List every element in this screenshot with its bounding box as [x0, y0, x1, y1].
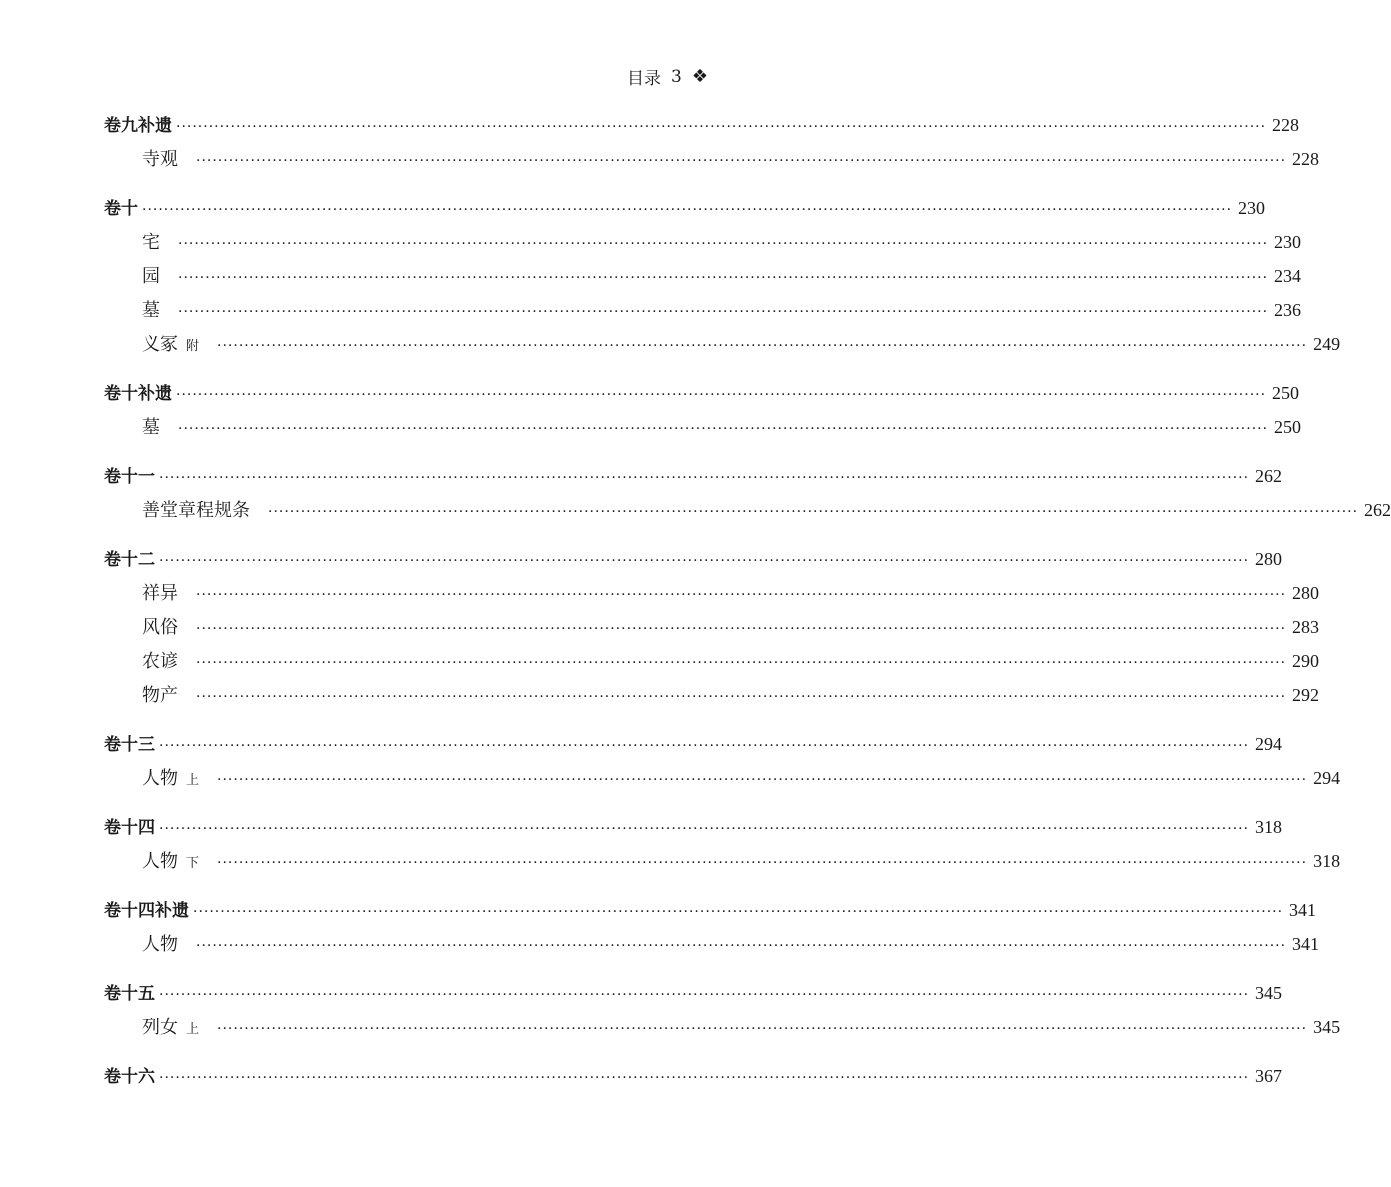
dot-leader: ········································································································································································································	[193, 904, 1284, 920]
page-number: 250	[1272, 383, 1300, 403]
toc-sub-entry[interactable]	[104, 610, 1320, 644]
dot-leader: ········································································································································································································	[196, 655, 1287, 671]
toc-sub-entry[interactable]	[104, 678, 1320, 712]
page-number: 230	[1238, 198, 1266, 218]
toc-chapter-entry[interactable]	[104, 727, 1283, 761]
chapter-title: 卷十五	[104, 984, 155, 1004]
dot-leader: ········································································································································································································	[178, 304, 1269, 320]
dot-leader: ········································································································································································································	[159, 1070, 1250, 1086]
toc-sub-entry[interactable]	[104, 644, 1320, 678]
page-number: 236	[1274, 300, 1302, 320]
toc-chapter-entry[interactable]	[104, 191, 1266, 225]
page-number: 250	[1274, 417, 1302, 437]
page-number: 341	[1292, 934, 1320, 954]
toc-sub-entry[interactable]	[104, 142, 1320, 176]
toc-section	[104, 459, 1391, 527]
dot-leader: ········································································································································································································	[176, 119, 1267, 135]
toc-chapter-entry[interactable]	[104, 108, 1300, 142]
dot-leader: ········································································································································································································	[142, 202, 1233, 218]
toc-chapter-entry[interactable]	[104, 976, 1283, 1010]
chapter-title: 卷十三	[104, 735, 155, 755]
toc-sub-entry[interactable]	[104, 1010, 1341, 1044]
toc-section	[104, 976, 1341, 1044]
toc-sub-entry[interactable]	[104, 327, 1341, 361]
entry-title: 墓	[142, 300, 160, 321]
toc-section	[104, 108, 1320, 176]
toc-sub-entry[interactable]	[104, 293, 1302, 327]
page-number: 262	[1364, 500, 1391, 520]
toc-section	[104, 191, 1341, 361]
dot-leader: ········································································································································································································	[159, 821, 1250, 837]
toc-chapter-entry[interactable]	[104, 1059, 1283, 1093]
table-of-contents	[104, 108, 1391, 1108]
toc-section	[104, 893, 1320, 961]
entry-title: 义冢	[142, 334, 178, 355]
page-number: 228	[1272, 115, 1300, 135]
dot-leader: ········································································································································································································	[178, 421, 1269, 437]
toc-sub-entry[interactable]	[104, 259, 1302, 293]
running-head	[627, 64, 708, 89]
dot-leader: ········································································································································································································	[178, 236, 1269, 252]
dot-leader: ········································································································································································································	[217, 1021, 1308, 1037]
entry-title: 人物	[142, 768, 178, 789]
dot-leader: ········································································································································································································	[196, 153, 1287, 169]
entry-title: 寺观	[142, 149, 178, 170]
toc-sub-entry[interactable]	[104, 761, 1341, 795]
page-number: 318	[1313, 851, 1341, 871]
dot-leader: ········································································································································································································	[268, 504, 1359, 520]
page-number: 283	[1292, 617, 1320, 637]
toc-sub-entry[interactable]	[104, 576, 1320, 610]
entry-title: 人物	[142, 851, 178, 872]
toc-sub-entry[interactable]	[104, 493, 1391, 527]
entry-title: 祥异	[142, 583, 178, 604]
page-number: 318	[1255, 817, 1283, 837]
entry-title: 农谚	[142, 651, 178, 672]
entry-title: 人物	[142, 934, 178, 955]
toc-chapter-entry[interactable]	[104, 459, 1283, 493]
page-number: 345	[1313, 1017, 1341, 1037]
dot-leader: ········································································································································································································	[196, 689, 1287, 705]
page-number: 234	[1274, 266, 1302, 286]
chapter-title: 卷十四	[104, 818, 155, 838]
header-page-number: 3	[671, 66, 682, 87]
chapter-title: 卷十四补遗	[104, 901, 189, 921]
chapter-title: 卷十补遗	[104, 384, 172, 404]
dot-leader: ········································································································································································································	[159, 470, 1250, 486]
page-number: 230	[1274, 232, 1302, 252]
dot-leader: ········································································································································································································	[159, 987, 1250, 1003]
toc-section	[104, 727, 1341, 795]
dot-leader: ········································································································································································································	[196, 587, 1287, 603]
page-number: 341	[1289, 900, 1317, 920]
entry-title: 园	[142, 266, 160, 287]
entry-note: 上	[186, 773, 200, 788]
toc-sub-entry[interactable]	[104, 225, 1302, 259]
page-number: 294	[1313, 768, 1341, 788]
toc-section	[104, 542, 1320, 712]
page-number: 292	[1292, 685, 1320, 705]
dot-leader: ········································································································································································································	[159, 553, 1250, 569]
entry-title: 列女	[142, 1017, 178, 1038]
entry-note: 下	[186, 856, 200, 871]
toc-section	[104, 1059, 1283, 1093]
page-number: 367	[1255, 1066, 1283, 1086]
entry-title: 墓	[142, 417, 160, 438]
chapter-title: 卷十一	[104, 467, 155, 487]
page-number: 249	[1313, 334, 1341, 354]
page-number: 290	[1292, 651, 1320, 671]
page-number: 280	[1292, 583, 1320, 603]
page-number: 345	[1255, 983, 1283, 1003]
dot-leader: ········································································································································································································	[217, 772, 1308, 788]
ornament-icon: ❖	[691, 66, 708, 87]
toc-chapter-entry[interactable]	[104, 376, 1300, 410]
toc-chapter-entry[interactable]	[104, 542, 1283, 576]
dot-leader: ········································································································································································································	[217, 855, 1308, 871]
entry-title: 风俗	[142, 617, 178, 638]
dot-leader: ········································································································································································································	[159, 738, 1250, 754]
toc-sub-entry[interactable]	[104, 927, 1320, 961]
toc-chapter-entry[interactable]	[104, 810, 1283, 844]
entry-title: 物产	[142, 685, 178, 706]
toc-section	[104, 810, 1341, 878]
toc-sub-entry[interactable]	[104, 410, 1302, 444]
entry-title: 善堂章程规条	[142, 500, 250, 521]
chapter-title: 卷十六	[104, 1067, 155, 1087]
dot-leader: ········································································································································································································	[196, 938, 1287, 954]
page-number: 280	[1255, 549, 1283, 569]
chapter-title: 卷九补遗	[104, 116, 172, 136]
chapter-title: 卷十	[104, 199, 138, 219]
chapter-title: 卷十二	[104, 550, 155, 570]
toc-chapter-entry[interactable]	[104, 893, 1317, 927]
entry-note: 附	[186, 339, 200, 354]
toc-sub-entry[interactable]	[104, 844, 1341, 878]
toc-section	[104, 376, 1302, 444]
dot-leader: ········································································································································································································	[196, 621, 1287, 637]
page-number: 294	[1255, 734, 1283, 754]
page-number: 262	[1255, 466, 1283, 486]
entry-note: 上	[186, 1022, 200, 1037]
entry-title: 宅	[142, 232, 160, 253]
header-label: 目录	[627, 69, 662, 89]
page-number: 228	[1292, 149, 1320, 169]
dot-leader: ········································································································································································································	[176, 387, 1267, 403]
dot-leader: ········································································································································································································	[178, 270, 1269, 286]
dot-leader: ········································································································································································································	[217, 338, 1308, 354]
